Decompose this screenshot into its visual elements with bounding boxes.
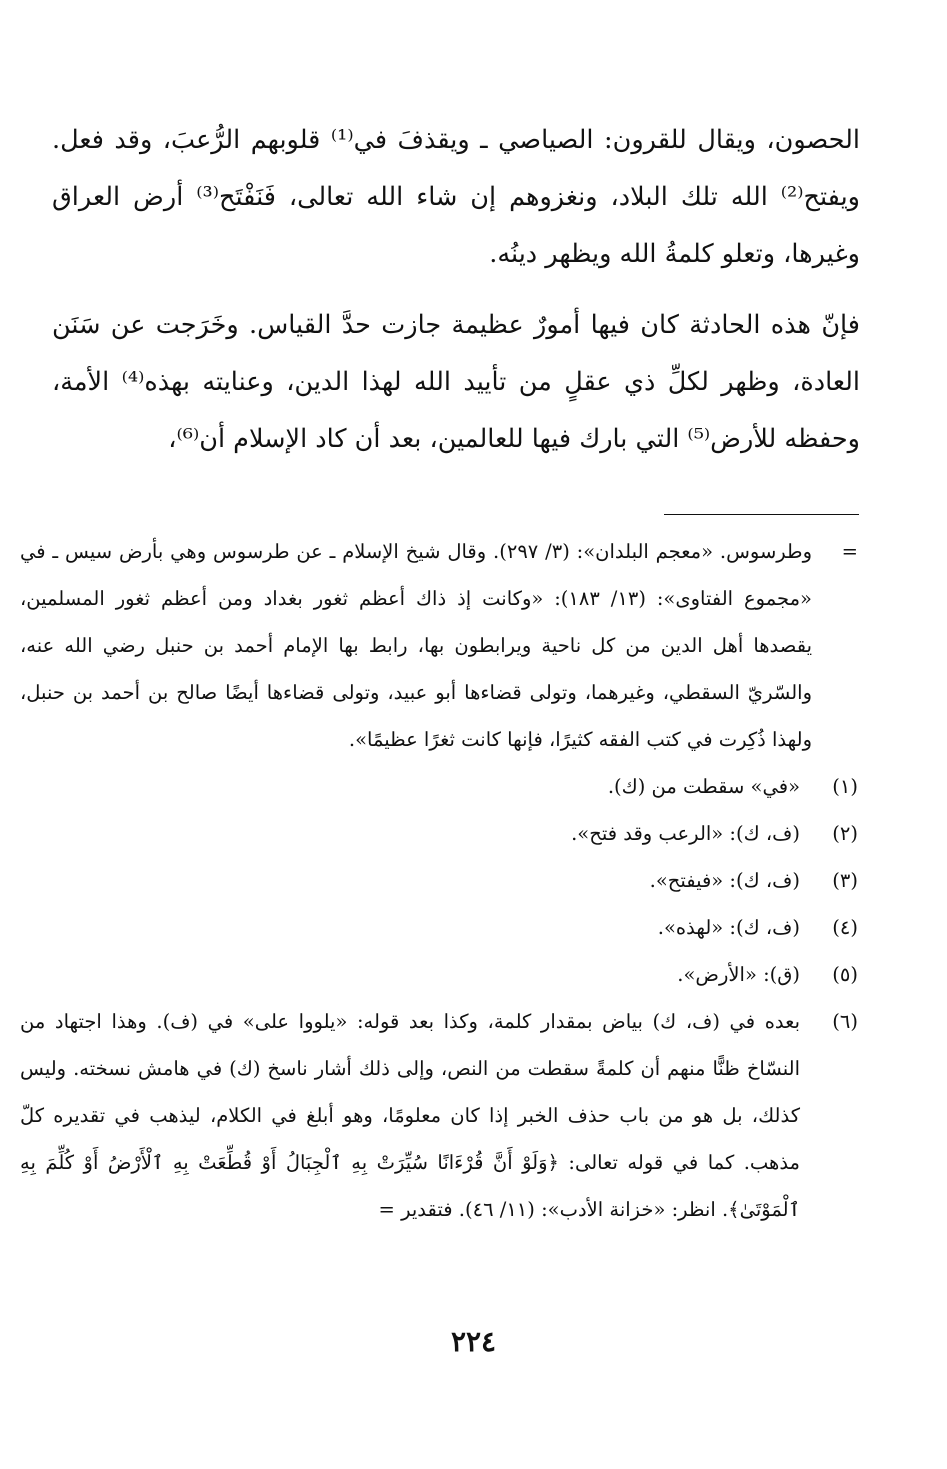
footnote-separator [664,514,859,515]
footnote-item [20,904,858,951]
footnote-text: (ف، ك): «فيفتح». [649,869,800,892]
footnote-number: (٥) [832,963,858,986]
footnote-continuation [20,528,858,763]
footnote-number: (٦) [832,1010,858,1033]
footnote-text: (ق): «الأرض». [677,963,800,986]
page-number: ٢٢٤ [450,1325,497,1358]
footnote-text: «في» سقطت من (ك). [607,775,800,798]
footnote-item [20,810,858,857]
footnote-text: (ف، ك): «لهذه». [657,916,800,939]
footnote-item [20,998,858,1233]
footnote-item [20,951,858,998]
footnote-text: بعده في (ف، ك) بياض بمقدار كلمة، وكذا بعد قوله: «يلووا على» في (ف). وهذا اجتهاد من النسّاخ ظنًّا منهم أن كلمةً سقطت من النص، وإلى ذلك أشار ناسخ (ك) في هامش نسخته. وليس كذلك، بل هو من باب حذف الخبر إذا كان معلومًا، وهو أبلغ في الكلام، ليذهب في تقديره كلّ مذهب. كما في قوله تعالى: ﴿وَلَوْ أَنَّ قُرْءَانًا سُيِّرَتْ بِهِ ٱلْجِبَالُ أَوْ قُطِّعَتْ بِهِ ٱلْأَرْضُ أَوْ كُلِّمَ بِهِ ٱلْمَوْتَىٰ﴾. انظر: «خزانة الأدب»: (١١/ ٤٦). فتقدير = [20,1010,800,1221]
continuation-text: وطرسوس. «معجم البلدان»: (٣/ ٢٩٧). وقال شيخ الإسلام ـ عن طرسوس وهي بأرض سيس ـ في «مجموع الفتاوى»: (١٣/ ١٨٣): «وكانت إذ ذاك أعظم ثغور بغداد ومن أعظم ثغور المسلمين، يقصدها أهل الدين من كل ناحية ويرابطون بها، رابط بها الإمام أحمد بن حنبل رضي الله عنه، والسّريّ السقطي، وغيرهما، وتولى قضاءها أبو عبيد، وتولى قضاءها أيضًا صالح بن أحمد بن حنبل، ولهذا ذُكِرت في كتب الفقه كثيرًا، فإنها كانت ثغرًا عظيمًا». [20,540,812,751]
footnote-text: (ف، ك): «الرعب وقد فتح». [571,822,800,845]
footnotes-section [20,528,858,1233]
footnote-number: (٢) [832,822,858,845]
footnote-number: (١) [832,775,858,798]
continuation-marker: = [841,540,858,563]
paragraph: فإنّ هذه الحادثة كان فيها أمورٌ عظيمة جازت حدَّ القياس. وخَرَجت عن سَنَن العادة، وظهر لكلِّ ذي عقلٍ من تأييد الله لهذا الدين، وعنايته بهذه⁽⁴⁾ الأمة، وحفظه للأرض⁽⁵⁾ التي بارك فيها للعالمين، بعد أن كاد الإسلام أن⁽⁶⁾، [52,310,861,454]
main-body-text [52,112,860,482]
footnote-number: (٣) [832,869,858,892]
footnote-number: (٤) [832,916,858,939]
paragraph: الحصون، ويقال للقرون: الصياصي ـ ويقذفَ في⁽¹⁾ قلوبهم الرُّعبَ، وقد فعل. ويفتح⁽²⁾ الله تلك البلاد، ونغزوهم إن شاء الله تعالى، فَنَفْتَح⁽³⁾ أرض العراق وغيرها، وتعلو كلمةُ الله ويظهر دينُه. [52,125,860,269]
footnote-item [20,857,858,904]
footnote-item [20,763,858,810]
